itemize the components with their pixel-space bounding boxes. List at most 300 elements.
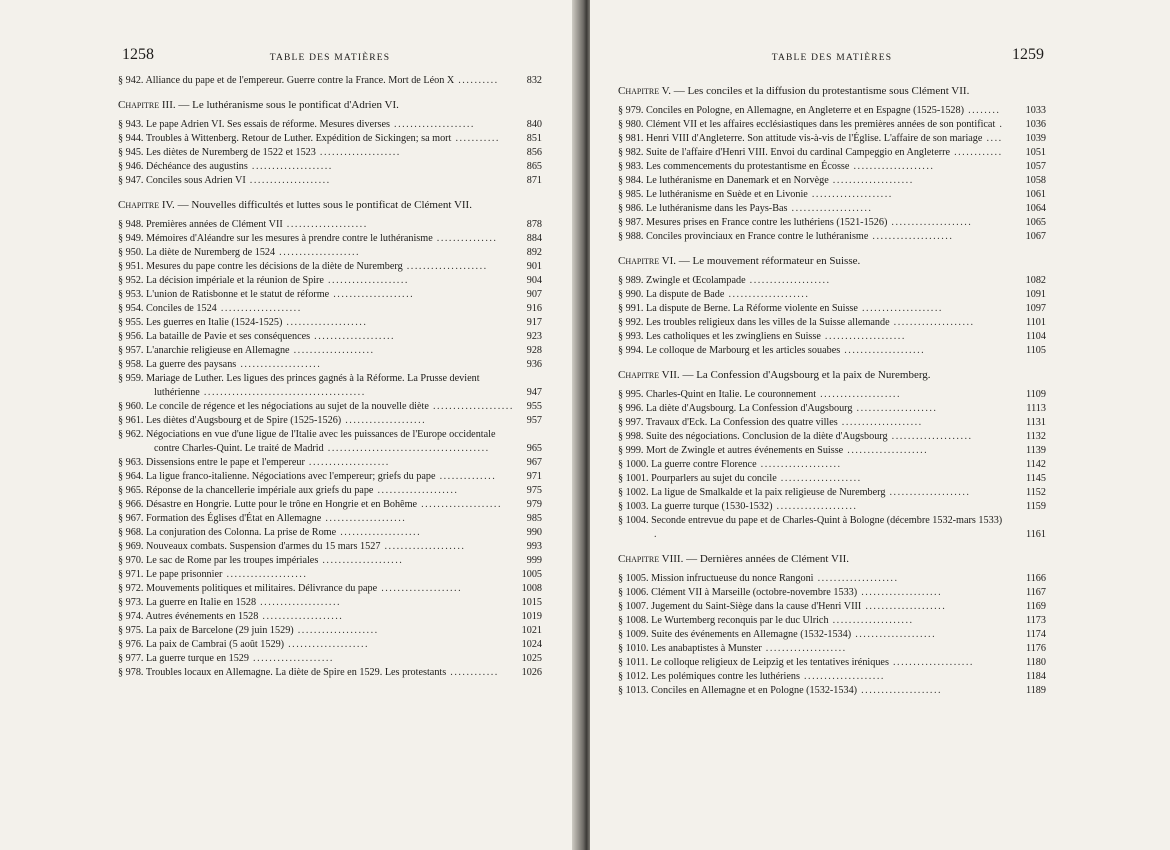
page-reference: 1061 [1025,189,1046,200]
section-number: § 966. [118,499,144,510]
section-number: § 949. [118,233,144,244]
entry-title: La guerre contre Florence [651,459,757,470]
page-reference: 957 [526,415,542,426]
entry-title: Le luthéranisme dans les Pays-Bas [646,203,788,214]
page-reference: 1039 [1025,133,1046,144]
dot-leader: .................... [247,161,333,172]
toc-entry [618,642,1046,656]
toc-entry [618,104,1046,118]
page-reference: 904 [526,275,542,286]
section-number: § 945. [118,147,144,158]
page-number: 1259 [1012,46,1044,63]
right-page-header [618,44,1046,74]
page-reference: 840 [526,119,542,130]
dot-leader: .................... [282,317,368,328]
page-reference: 1105 [1026,345,1046,356]
entry-title: Les diètes de Nuremberg de 1522 et 1523 [146,147,316,158]
section-number: § 943. [118,119,144,130]
page-reference: 967 [526,457,542,468]
page-reference: 1161 [1026,529,1046,540]
section-number: § 1012. [618,671,649,682]
entry-title: Conciles provinciaux en France contre le luthéranisme [646,231,869,242]
entry-title: Travaux d'Eck. La Confession des quatre villes [645,417,838,428]
dot-leader: .................... [377,583,463,594]
chapter-heading [618,552,1046,567]
dot-leader: ............ [950,147,1003,158]
entry-title: Mouvements politiques et militaires. Délivrance du pape [146,583,378,594]
page-reference: 923 [526,331,542,342]
right-page [590,0,1170,850]
dot-leader: .................... [236,359,322,370]
section-number: § 1007. [618,601,649,612]
dot-leader: .................... [807,189,893,200]
dot-leader: .................... [816,389,902,400]
section-number: § 991. [618,303,644,314]
chapter-title: — La Confession d'Augsbourg et la paix de Nuremberg. [682,369,931,381]
dot-leader: .................... [813,573,899,584]
entry-title: Zwingle et Œcolampade [646,275,746,286]
dot-leader: .................... [745,275,831,286]
toc-entry [118,146,542,160]
page-reference: 1064 [1025,203,1046,214]
toc-entry [618,472,1046,486]
toc-entry [118,554,542,568]
section-number: § 973. [118,597,144,608]
page-reference: 871 [526,175,542,186]
entry-title: Le luthéranisme en Suède et en Livonie [646,189,808,200]
entry-title: Premières années de Clément VII [146,219,283,230]
dot-leader: .................... [724,289,810,300]
toc-entry [118,344,542,358]
toc-entry [118,74,542,88]
page-reference: 907 [526,289,542,300]
dot-leader: .................... [861,601,947,612]
entry-title: Le Wurtemberg reconquis par le duc Ulrich [651,615,829,626]
dot-leader: .................... [761,643,847,654]
toc-entry [118,274,542,288]
entry-title: Mesures prises en France contre les luthériens (1521-1526) [646,217,888,228]
entry-title: Charles-Quint en Italie. Le couronnement [646,389,817,400]
right-toc [618,84,1046,698]
toc-entry [618,202,1046,216]
dot-leader: .................... [258,611,344,622]
section-number: § 986. [618,203,644,214]
page-reference: 955 [526,401,542,412]
page-reference: 928 [526,345,542,356]
toc-entry [618,586,1046,600]
entry-title: Seconde entrevue du pape et de Charles-Quint à Bologne (décembre 1532-mars 1533) [651,515,1003,526]
toc-entry [118,624,542,638]
toc-entry [118,428,542,456]
entry-title: La paix de Cambrai (5 août 1529) [146,639,285,650]
section-number: § 998. [618,431,644,442]
page-reference: 917 [526,317,542,328]
dot-leader: .................... [776,473,862,484]
page-reference: 916 [526,303,542,314]
dot-leader: .................... [304,457,390,468]
entry-title: Suite de l'affaire d'Henri VIII. Envoi du cardinal Campeggio en Angleterre [646,147,951,158]
section-number: § 960. [118,401,144,412]
toc-entry [618,572,1046,586]
section-number: § 1000. [618,459,649,470]
section-number: § 953. [118,289,144,300]
section-number: § 981. [618,133,644,144]
chapter-title: — Dernières années de Clément VII. [686,553,850,565]
entry-title: Conciles en Allemagne et en Pologne (1532-1534) [651,685,858,696]
dot-leader: .................... [843,445,929,456]
page-reference: 1167 [1026,587,1046,598]
entry-title: L'union de Ratisbonne et le statut de réforme [146,289,330,300]
entry-title: La diète d'Augsbourg. La Confession d'Augsbourg [646,403,853,414]
page-reference: 1145 [1026,473,1046,484]
dot-leader: .................... [341,415,427,426]
page-reference: 1142 [1026,459,1046,470]
section-number: § 994. [618,345,644,356]
entry-title: Nouveaux combats. Suspension d'armes du 15 mars 1527 [146,541,381,552]
entry-title: La guerre en Italie en 1528 [146,597,257,608]
dot-leader: .......... [454,75,499,86]
dot-leader: .................... [849,161,935,172]
toc-entry [618,430,1046,444]
section-number: § 1002. [618,487,649,498]
dot-leader: .................... [310,331,396,342]
dot-leader: .................... [885,487,971,498]
dot-leader: .................... [282,219,368,230]
toc-entry [118,246,542,260]
page-reference: 999 [526,555,542,566]
toc-entry [618,444,1046,458]
toc-entry [618,288,1046,302]
entry-title: Désastre en Hongrie. Lutte pour le trône en Hongrie et en Bohême [146,499,418,510]
entry-title: La décision impériale et la réunion de Spire [146,275,324,286]
chapter-label: Chapitre III. [118,99,176,111]
section-number: § 948. [118,219,144,230]
section-number: § 955. [118,317,144,328]
toc-entry [118,456,542,470]
toc-entry [618,274,1046,288]
toc-entry [618,388,1046,402]
dot-leader: .................... [329,289,415,300]
dot-leader: .................... [887,431,973,442]
toc-entry [618,316,1046,330]
page-reference: 1051 [1025,147,1046,158]
section-number: § 979. [618,105,644,116]
dot-leader: .................... [837,417,923,428]
entry-title: L'anarchie religieuse en Allemagne [146,345,290,356]
page-reference: 1109 [1026,389,1046,400]
entry-title: Pourparlers au sujet du concile [651,473,777,484]
page-reference: 1180 [1026,657,1046,668]
section-number: § 1008. [618,615,649,626]
section-number: § 1009. [618,629,649,640]
page-reference: 1189 [1026,685,1046,696]
dot-leader: .................... [772,501,858,512]
section-number: § 950. [118,247,144,258]
dot-leader: ............ [446,667,499,678]
entry-title: Réponse de la chancellerie impériale aux griefs du pape [146,485,374,496]
dot-leader: .................... [887,217,973,228]
entry-title: Troubles locaux en Allemagne. La diète de Spire en 1529. Les protestants [145,667,447,678]
page-reference: 878 [526,219,542,230]
page-reference: 1057 [1025,161,1046,172]
section-number: § 993. [618,331,644,342]
page-reference: 1169 [1026,601,1046,612]
section-number: § 947. [118,175,144,186]
entry-title: Alliance du pape et de l'empereur. Guerre contre la France. Mort de Léon X [145,75,455,86]
page-reference: 1065 [1025,217,1046,228]
section-number: § 992. [618,317,644,328]
left-page-header [118,44,542,74]
page-reference: 1104 [1026,331,1046,342]
entry-title: La dispute de Berne. La Réforme violente en Suisse [646,303,858,314]
section-number: § 977. [118,653,144,664]
dot-leader: .................... [336,527,422,538]
entry-title: Mort de Zwingle et autres événements en Suisse [646,445,844,456]
page-reference: 884 [526,233,542,244]
toc-entry [618,330,1046,344]
page-reference: 971 [526,471,542,482]
page-reference: 832 [526,75,542,86]
page-reference: 892 [526,247,542,258]
page-number: 1258 [122,46,154,63]
toc-entry [118,132,542,146]
dot-leader: .............. [435,471,497,482]
dot-leader: .................... [315,147,401,158]
dot-leader: .................... [799,671,885,682]
page-reference: 1021 [521,625,542,636]
page-reference: 1019 [521,611,542,622]
dot-leader: .................... [828,615,914,626]
toc-entry [118,610,542,624]
toc-entry [618,402,1046,416]
dot-leader: .................... [857,685,943,696]
chapter-title: — Le luthéranisme sous le pontificat d'Adrien VI. [178,99,399,111]
toc-entry [118,498,542,512]
page-reference: 979 [526,499,542,510]
page-reference: 1036 [1025,119,1046,130]
section-number: § 989. [618,275,644,286]
page-reference: 851 [526,133,542,144]
section-number: § 969. [118,541,144,552]
chapter-label: Chapitre VI. [618,255,677,267]
section-number: § 1011. [618,657,649,668]
toc-entry [618,614,1046,628]
chapter-title: — Nouvelles difficultés et luttes sous le pontificat de Clément VII. [177,199,472,211]
running-head: TABLE DES MATIÈRES [771,53,893,63]
toc-entry [618,160,1046,174]
page-reference: 1015 [521,597,542,608]
chapter-label: Chapitre IV. [118,199,175,211]
entry-title: Le concile de régence et les négociations au sujet de la nouvelle diète [146,401,429,412]
toc-entry [118,512,542,526]
page-reference: 1159 [1026,501,1046,512]
dot-leader: .................... [868,231,954,242]
entry-title: Les troubles religieux dans les villes de la Suisse allemande [646,317,890,328]
chapter-heading [118,198,542,213]
section-number: § 965. [118,485,144,496]
dot-leader: .................... [756,459,842,470]
dot-leader: .................... [389,119,475,130]
section-number: § 978. [118,667,144,678]
toc-entry [618,416,1046,430]
entry-title: Les diètes d'Augsbourg et de Spire (1525-1526) [146,415,342,426]
toc-entry [618,230,1046,244]
section-number: § 1005. [618,573,649,584]
section-number: § 962. [118,429,144,440]
dot-leader: ........................................ [199,387,366,398]
dot-leader: .................... [284,639,370,650]
page-reference: 1166 [1026,573,1046,584]
section-number: § 944. [118,133,144,144]
entry-title: Mesures du pape contre les décisions de la diète de Nuremberg [146,261,403,272]
dot-leader: .................... [889,317,975,328]
section-number: § 980. [618,119,644,130]
chapter-heading [618,84,1046,99]
dot-leader: .................... [828,175,914,186]
dot-leader: .................... [293,625,379,636]
section-number: § 1006. [618,587,649,598]
dot-leader: ........ [964,105,1001,116]
section-number: § 971. [118,569,144,580]
section-number: § 952. [118,275,144,286]
chapter-heading [618,254,1046,269]
dot-leader: .................... [820,331,906,342]
entry-title: Les polémiques contre les luthériens [651,671,800,682]
dot-leader: .................... [222,569,308,580]
section-number: § 974. [118,611,144,622]
section-number: § 987. [618,217,644,228]
toc-entry [118,582,542,596]
page-reference: 975 [526,485,542,496]
section-number: § 967. [118,513,144,524]
page-reference: 1131 [1026,417,1046,428]
toc-entry [118,666,542,680]
dot-leader: . [995,119,1004,130]
toc-entry [618,132,1046,146]
page-reference: 1024 [521,639,542,650]
section-number: § 982. [618,147,644,158]
entry-title: La conjuration des Colonna. La prise de Rome [146,527,337,538]
entry-title: La diète de Nuremberg de 1524 [146,247,276,258]
toc-entry [118,118,542,132]
section-number: § 942. [118,75,144,86]
toc-entry [618,684,1046,698]
entry-title: Autres événements en 1528 [145,611,259,622]
page-reference: 1173 [1026,615,1046,626]
toc-entry [118,160,542,174]
entry-title: Conciles de 1524 [146,303,217,314]
toc-entry [618,118,1046,132]
entry-title: Conciles en Pologne, en Allemagne, en Angleterre et en Espagne (1525-1528) [646,105,965,116]
section-number: § 983. [618,161,644,172]
entry-title: Clément VII et les affaires ecclésiastiques dans les premières années de son pontificat [646,119,996,130]
entry-title: La ligue franco-italienne. Négociations avec l'empereur; griefs du pape [146,471,436,482]
dot-leader: .................... [275,247,361,258]
page-reference: 1026 [521,667,542,678]
section-number: § 999. [618,445,644,456]
section-number: § 961. [118,415,144,426]
section-number: § 951. [118,261,144,272]
chapter-heading [118,98,542,113]
dot-leader: .................... [857,303,943,314]
page-reference: 1025 [521,653,542,664]
page-reference: 1101 [1026,317,1046,328]
toc-entry [618,600,1046,614]
toc-entry [618,500,1046,514]
toc-entry [118,652,542,666]
entry-title: Suite des négociations. Conclusion de la diète d'Augsbourg [646,431,888,442]
chapter-label: Chapitre VIII. [618,553,684,565]
dot-leader: .................... [857,587,943,598]
entry-title: La paix de Barcelone (29 juin 1529) [146,625,294,636]
section-number: § 1004. [618,515,649,526]
dot-leader: .................... [888,657,974,668]
dot-leader: .................... [787,203,873,214]
toc-entry [118,470,542,484]
section-number: § 990. [618,289,644,300]
entry-title: Henri VIII d'Angleterre. Son attitude vis-à-vis de l'Église. L'affaire de son mariage [646,133,983,144]
dot-leader: .................... [852,403,938,414]
page-reference: 1097 [1025,303,1046,314]
toc-entry [118,232,542,246]
section-number: § 1001. [618,473,649,484]
toc-entry [118,414,542,428]
dot-leader: .................... [289,345,375,356]
entry-title: La guerre turque (1530-1532) [651,501,773,512]
section-number: § 958. [118,359,144,370]
dot-leader: ............... [432,233,498,244]
entry-title: Le pape prisonnier [146,569,223,580]
section-number: § 995. [618,389,644,400]
toc-entry [618,486,1046,500]
toc-entry [618,628,1046,642]
page-reference: 1184 [1026,671,1046,682]
page-reference: 1067 [1025,231,1046,242]
entry-title: Le sac de Rome par les troupes impériales [146,555,319,566]
page-reference: 1113 [1026,403,1046,414]
chapter-title: — Les conciles et la diffusion du protestantisme sous Clément VII. [673,85,970,97]
page-reference: 1082 [1025,275,1046,286]
entry-title: Troubles à Wittenberg. Retour de Luther. Expédition de Sickingen; sa mort [145,133,452,144]
dot-leader: . [654,529,659,540]
page-reference: 1091 [1025,289,1046,300]
section-number: § 1003. [618,501,649,512]
toc-entry [118,218,542,232]
entry-title: Jugement du Saint-Siège dans la cause d'Henri VIII [651,601,862,612]
page-reference: 965 [526,443,542,454]
toc-entry [118,638,542,652]
running-head: TABLE DES MATIÈRES [269,53,391,63]
dot-leader: .................... [216,303,302,314]
section-number: § 946. [118,161,144,172]
toc-entry [618,188,1046,202]
dot-leader: .................... [373,485,459,496]
section-number: § 954. [118,303,144,314]
entry-title: Le luthéranisme en Danemark et en Norvège [646,175,829,186]
dot-leader: .................... [256,597,342,608]
page-reference: 865 [526,161,542,172]
page-reference: 1008 [521,583,542,594]
chapter-label: Chapitre VII. [618,369,680,381]
toc-entry [618,656,1046,670]
entry-title: Dissensions entre le pape et l'empereur [146,457,305,468]
dot-leader: .................... [321,513,407,524]
dot-leader: .................... [417,499,503,510]
toc-entry [618,514,1046,542]
toc-entry [118,526,542,540]
entry-title: Les commencements du protestantisme en Écosse [646,161,850,172]
toc-entry [618,458,1046,472]
